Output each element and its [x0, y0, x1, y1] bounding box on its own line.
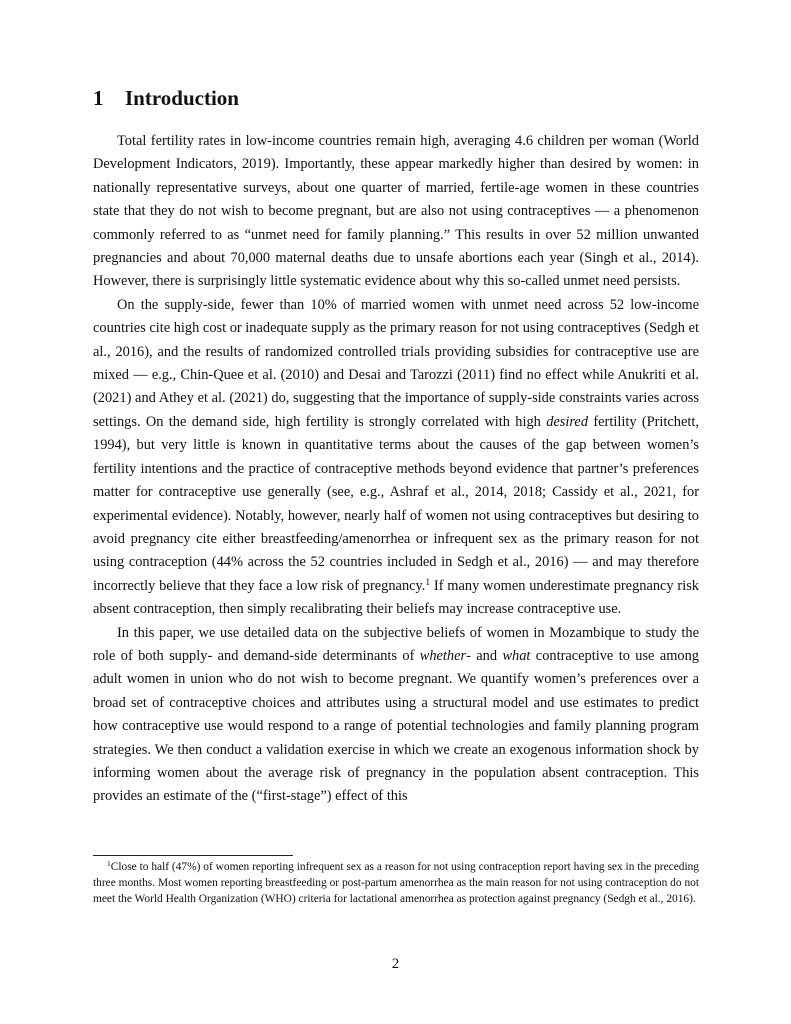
paragraph-3-text-b: - and	[466, 647, 503, 664]
footnote-divider	[93, 855, 293, 856]
paragraph-1: Total fertility rates in low-income countries remain high, averaging 4.6 children per woman (World Development Indicators, 2019). Importantly, these appear markedly higher than desired by women: in nationally representative surveys, about one quarter of married, fertile-age women in these countries state that they do not wish to become pregnant, but are also not using contraceptives — a phenomenon commonly referred to as “unmet need for family planning.” This results in over 52 million unwanted pregnancies and about 70,000 maternal deaths due to unsafe abortions each year (Singh et al., 2014). However, there is surprisingly little systematic evidence about why this so-called unmet need persists.	[93, 133, 699, 290]
paragraph-3-text-c: contraceptive to use among adult women in union who do not wish to become pregnant. We quantify women’s preferences over a broad set of contraceptive choices and attributes using a structural model and use estimates to predict how contraceptive use would respond to a range of potential technologies and family planning program strategies. We then conduct a validation exercise in which we create an exogenous information shock by informing women about the average risk of pregnancy in the population absent contraception. This provides an estimate of the (“first-stage”) effect of this	[93, 647, 699, 805]
page-number: 2	[391, 956, 400, 972]
paragraph-2	[93, 294, 699, 622]
footnote-marker: 1	[107, 859, 111, 868]
paragraph-2-text-a: On the supply-side, fewer than 10% of married women with unmet need across 52 low-income countries cite high cost or inadequate supply as the primary reason for not using contraceptives (Sedgh et al., 2016), and the results of randomized controlled trials providing subsidies for contraceptive use are mixed — e.g., Chin-Quee et al. (2010) and Desai and Tarozzi (2011) find no effect while Anukriti et al. (2021) and Athey et al. (2021) do, suggesting that the importance of supply-side constraints varies across settings. On the demand side, high fertility is strongly correlated with high	[93, 296, 699, 430]
emphasis-what: what	[502, 647, 531, 664]
footnote-reference[interactable]: 1	[425, 577, 431, 588]
emphasis-desired: desired	[546, 413, 589, 430]
paragraph-3	[93, 622, 699, 809]
emphasis-whether: whether	[419, 647, 467, 664]
section-title: Introduction	[125, 86, 239, 110]
body-text	[93, 130, 699, 809]
paragraph-2-text-b: fertility (Pritchett, 1994), but very little is known in quantitative terms about the causes of the gap between women’s fertility intentions and the practice of contraceptive methods beyond evidence that partner’s preferences matter for contraceptive use generally (see, e.g., Ashraf et al., 2014, 2018; Cassidy et al., 2021, for experimental evidence). Notably, however, nearly half of women not using contraceptives but desiring to avoid pregnancy cite either breastfeeding/amenorrhea or infrequent sex as the primary reason for not using contraception (44% across the 52 countries included in Sedgh et al., 2016) — and may therefore incorrectly believe that they face a low risk of pregnancy.	[93, 413, 699, 594]
paragraph-3-text-a: In this paper, we use detailed data on the subjective beliefs of women in Mozambique to study the role of both supply- and demand-side determinants of	[93, 624, 699, 664]
footnote	[93, 859, 699, 907]
section-number: 1	[93, 86, 104, 110]
paragraph-2-text-c: If many women underestimate pregnancy risk absent contraception, then simply recalibrating their beliefs may increase contraceptive use.	[93, 577, 699, 618]
footnote-text: Close to half (47%) of women reporting infrequent sex as a reason for not using contraception report having sex in the preceding three months. Most women reporting breastfeeding or post-partum amenorrhea as the main reason for not using contraception do not meet the World Health Organization (WHO) criteria for lactational amenorrhea as protection against pregnancy (Sedgh et al., 2016).	[93, 861, 699, 905]
section-heading	[93, 86, 239, 111]
